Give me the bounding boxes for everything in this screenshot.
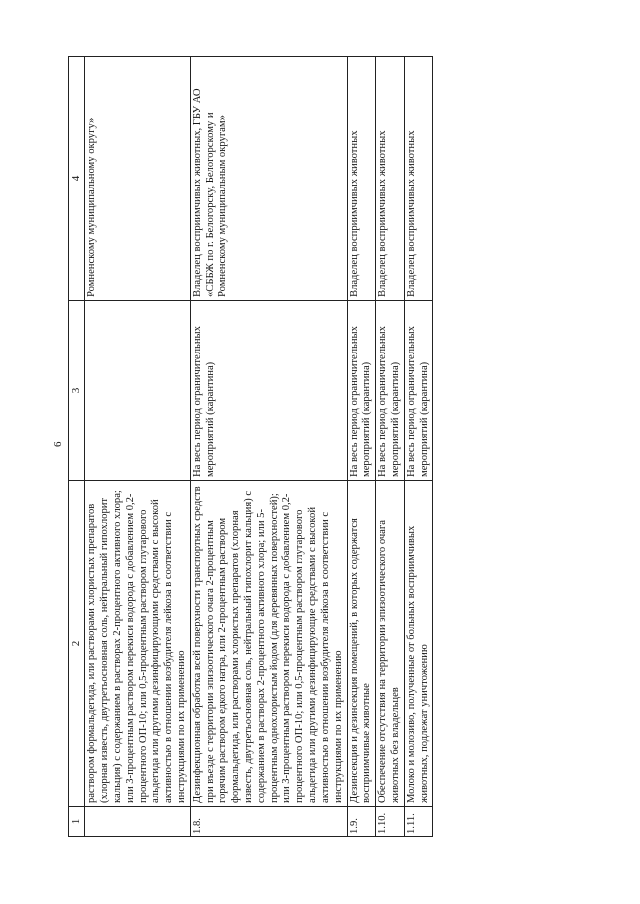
row-number (85, 807, 191, 837)
responsible-cell: Владелец восприимчивых животных, ГБУ АО «СББЖ по г. Белогорску, Белогорскому и Ромненскому муниципальным округам» (190, 57, 347, 301)
page-number: 6 (52, 441, 64, 447)
term-cell: На весь период ограничительных мероприятий (карантина) (190, 301, 347, 481)
table-row (376, 57, 405, 837)
responsible-cell: Владелец восприимчивых животных (347, 57, 376, 301)
row-number: 1.8. (190, 807, 347, 837)
measure-cell: Дезинфекционная обработка всей поверхности транспортных средств при въезде с территории эпизоотического очага 2-процентным горячим раствором едкого натра, или 2-процентным раствором формальдегида, или растворами хлористых препаратов (хлорная известь, двутретьосновная соль, нейтральный гипохлорит кальция) с содержанием в растворах 2-процентного активного хлора; или 5-процентным однохлористым йодом (для деревянных поверхностей); или 3-процентным раствором перекиси водорода с добавлением 0,2-процентного ОП-10; или 0,5-процентным раствором глутарового альдегида или другими дезинфицирующие средствами с высокой активностью в отношении возбудителя лейкоза в соответствии с инструкциями по их применению (190, 481, 347, 807)
header-cell: 4 (69, 57, 85, 301)
row-number: 1.11. (404, 807, 433, 837)
table-row (347, 57, 376, 837)
term-cell: На весь период ограничительных мероприятий (карантина) (376, 301, 405, 481)
measure-cell: раствором формальдегида, или растворами хлористых препаратов (хлорная известь, двутретьосновная соль, нейтральный гипохлорит кальция) с содержанием в растворах 2-процентного активного хлора; или 3-процентным раствором перекиси водорода с добавлением 0,2-процентного ОП-10; или 0,5-процентным раствором глутарового альдегида или другими дезинфицирующими средствами с высокой активностью в отношении возбудителя лейкоза в соответствии с инструкциями по их применению (85, 481, 191, 807)
term-cell: На весь период ограничительных мероприятий (карантина) (404, 301, 433, 481)
responsible-cell: Владелец восприимчивых животных (404, 57, 433, 301)
table-row (190, 57, 347, 837)
row-number: 1.9. (347, 807, 376, 837)
measure-cell: Обеспечение отсутствия на территории эпизоотического очага животных без владельцев (376, 481, 405, 807)
responsible-cell: Владелец восприимчивых животных (376, 57, 405, 301)
measure-cell: Дезинсекция и дезинсекция помещений, в которых содержатся восприимчивые животные (347, 481, 376, 807)
header-cell: 1 (69, 807, 85, 837)
row-number: 1.10. (376, 807, 405, 837)
table-header-row (69, 57, 85, 837)
responsible-cell: Ромненскому муниципальному округу» (85, 57, 191, 301)
header-cell: 3 (69, 301, 85, 481)
header-cell: 2 (69, 481, 85, 807)
term-cell (85, 301, 191, 481)
measures-table (68, 56, 433, 837)
term-cell: На весь период ограничительных мероприятий (карантина) (347, 301, 376, 481)
measure-cell: Молоко и молозиво, полученные от больных восприимчивых животных, подлежат уничтожению (404, 481, 433, 807)
table-row (85, 57, 191, 837)
table-row (404, 57, 433, 837)
rotated-page (68, 57, 613, 837)
